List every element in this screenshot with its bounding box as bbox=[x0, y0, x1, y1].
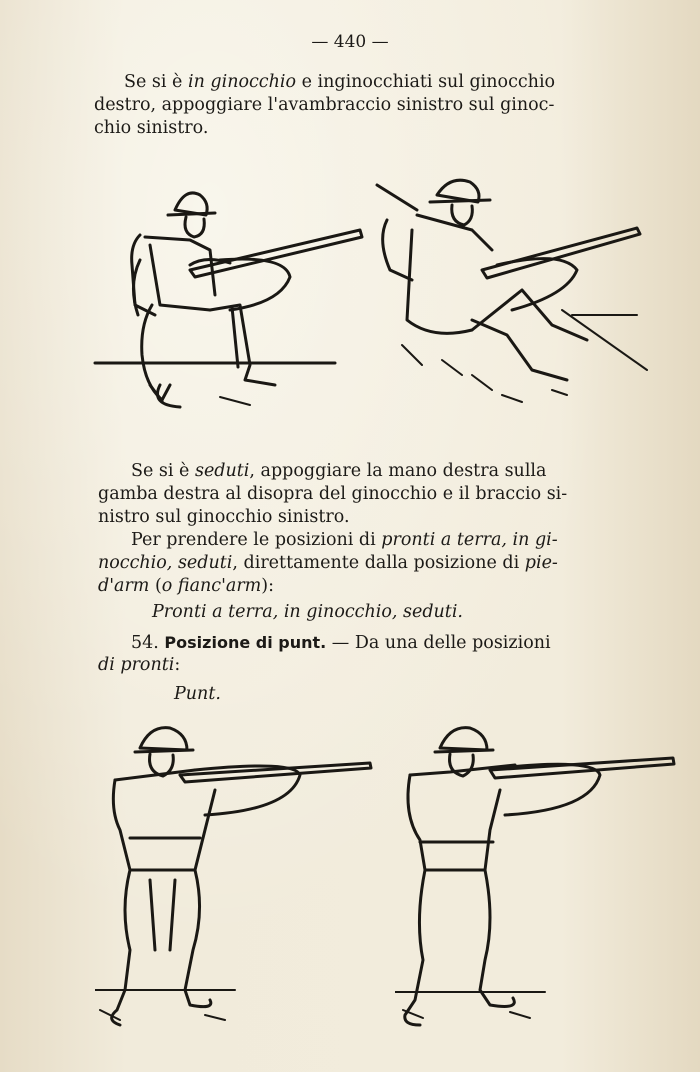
section-54-heading: 54. Posizione di punt. — Da una delle posizioni bbox=[131, 633, 551, 653]
para3-line1: Per prendere le posizioni di pronti a terra, in gi- bbox=[131, 530, 558, 550]
page-number: — 440 — bbox=[311, 32, 389, 52]
para2-line1: Se si è seduti, appoggiare la mano destra sulla bbox=[131, 461, 547, 481]
kneeling-soldier-illustration bbox=[90, 175, 370, 415]
para2-line3: nistro sul ginocchio sinistro. bbox=[98, 507, 350, 527]
para1-line2: destro, appoggiare l'avambraccio sinistro sul ginoc- bbox=[94, 95, 555, 115]
seated-soldier-illustration bbox=[372, 170, 652, 410]
para2-line2: gamba destra al disopra del ginocchio e il braccio si- bbox=[98, 484, 568, 504]
para1-line1: Se si è in ginocchio e inginocchiati sul ginocchio bbox=[124, 72, 556, 92]
command-punt: Punt. bbox=[174, 684, 221, 704]
command-pronti: Pronti a terra, in ginocchio, seduti. bbox=[152, 602, 463, 622]
section-54-line2: di pronti: bbox=[98, 655, 181, 675]
para3-line2: nocchio, seduti, direttamente dalla posizione di pie- bbox=[98, 553, 558, 573]
para1-line3: chio sinistro. bbox=[94, 118, 209, 138]
para3-line3: d'arm (o fianc'arm): bbox=[98, 576, 275, 596]
standing-soldier-side-illustration bbox=[395, 720, 685, 1040]
standing-soldier-front-illustration bbox=[95, 720, 385, 1040]
